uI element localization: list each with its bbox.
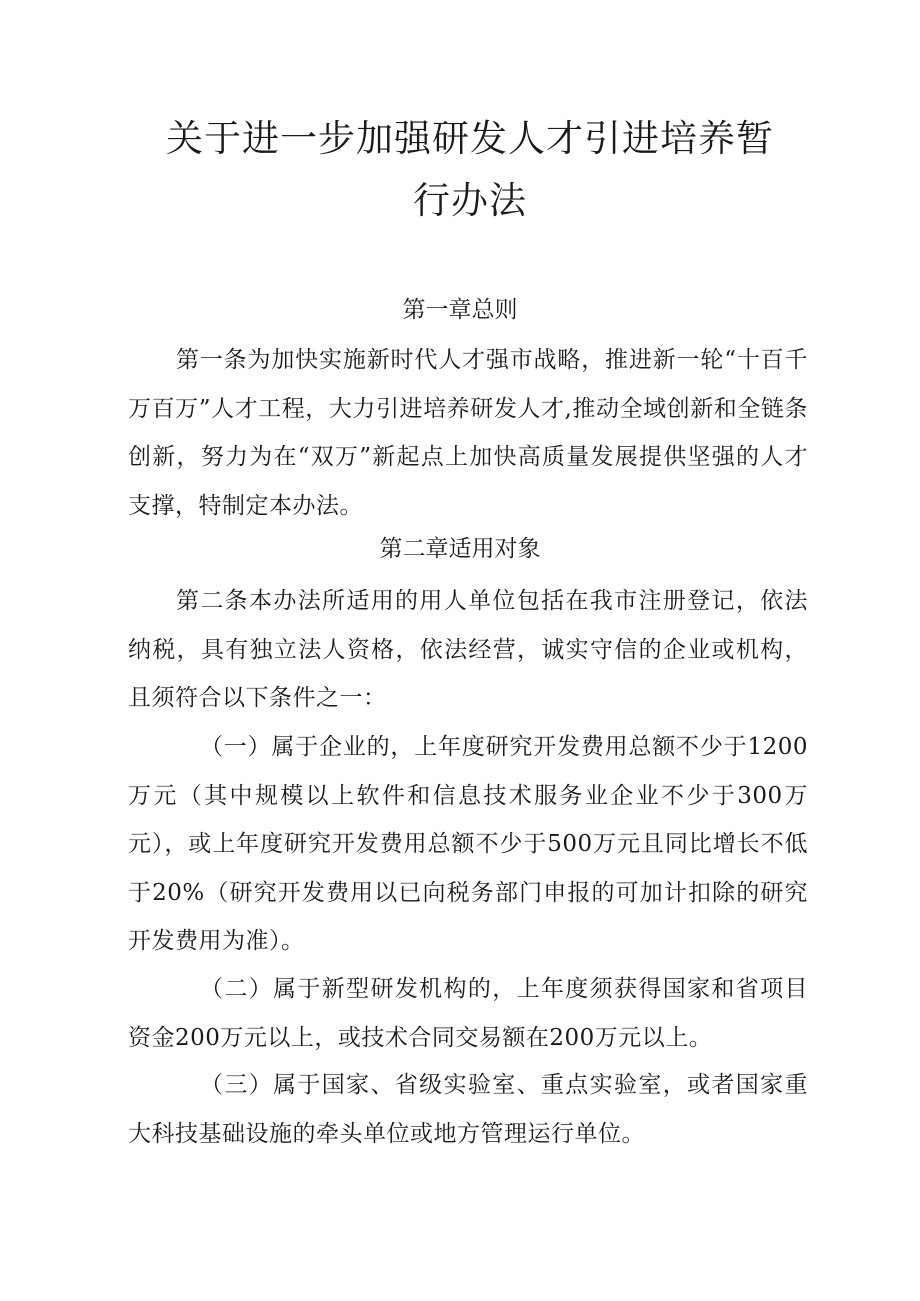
chapter-heading: 第一章总则 [402, 297, 518, 323]
document-title: 关于进一步加强研发人才引进培养暂行办法 [166, 117, 774, 222]
chapter-heading: 第二章适用对象 [379, 536, 541, 562]
clause-paragraph: （三）属于国家、省级实验室、重点实验室，或者国家重大科技基础设施的牵头单位或地方管理运行单位。 [128, 1072, 808, 1147]
article-paragraph: 第二条本办法所适用的用人单位包括在我市注册登记，依法纳税，具有独立法人资格，依法经营，诚实守信的企业或机构，且须符合以下条件之一： [128, 588, 808, 711]
clause-paragraph: （一）属于企业的，上年度研究开发费用总额不少于1200万元（其中规模以上软件和信息技术服务业企业不少于300万元），或上年度研究开发费用总额不少于500万元且同比增长不低于20%（研究开发费用以已向税务部门申报的可加计扣除的研究开发费用为准）。 [128, 734, 808, 954]
article-paragraph: 第一条为加快实施新时代人才强市战略，推进新一轮“十百千万百万”人才工程，大力引进培养研发人才,推动全域创新和全链条创新，努力为在“双万”新起点上加快高质量发展提供坚强的人才支撑，特制定本办法。 [128, 347, 808, 519]
clause-paragraph: （二）属于新型研发机构的，上年度须获得国家和省项目资金200万元以上，或技术合同交易额在200万元以上。 [128, 976, 808, 1051]
